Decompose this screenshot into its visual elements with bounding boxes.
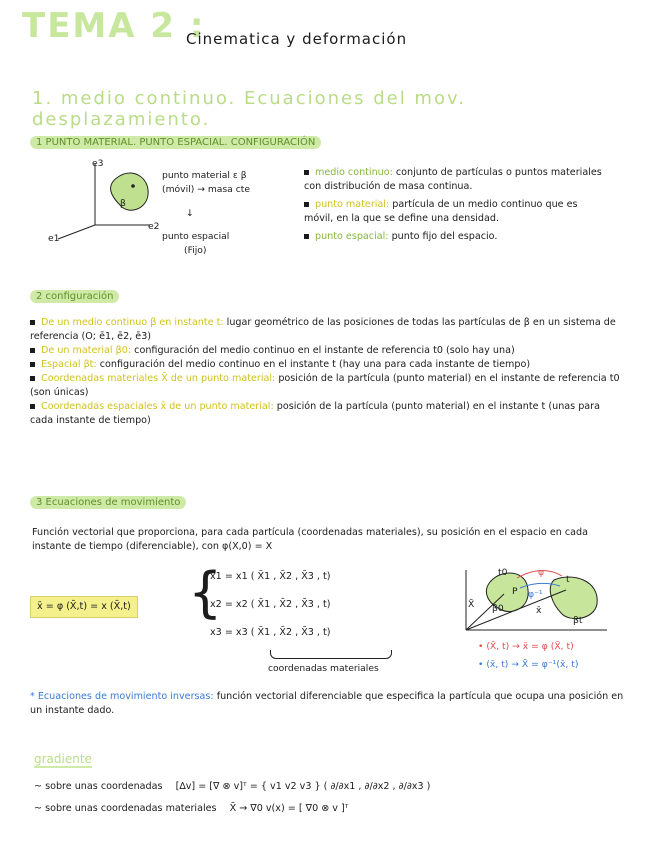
P-label: P — [512, 586, 518, 597]
movil-label: (móvil) → masa cte — [162, 184, 251, 195]
block2-bullet: Coordenadas espaciales x̄ de un punto material: posición de la partícula (punto material) en el instante t (unas para cada instante de tiempo) — [30, 401, 600, 426]
gradient-title: gradiente — [34, 752, 92, 766]
block2-bullet: De un material β0: configuración del medio continuo en el instante de referencia t0 (solo hay una) — [30, 344, 624, 358]
punto-espacial-label: punto espacial — [162, 231, 230, 242]
brace-symbol: { — [188, 561, 223, 624]
region-beta-label: β — [120, 198, 126, 209]
block1-title: 1 PUNTO MATERIAL. PUNTO ESPACIAL. CONFIGURACIÓN — [30, 136, 321, 149]
block2-bullet: Coordenadas materiales X̄ de un punto material: posición de la partícula (punto material) en el instante de referencia t0 (son únicas) — [30, 373, 620, 398]
axis-e3-label: e3 — [92, 158, 104, 169]
down-arrow-icon: ↓ — [186, 208, 194, 219]
beta0-label: β0 — [492, 603, 504, 614]
block1-bullet: punto material: partícula de un medio continuo que es móvil, en la que se define una densidad. — [304, 199, 578, 224]
gradient-line1 — [34, 780, 430, 794]
fijo-label: (Fijo) — [184, 245, 207, 256]
gradient-line1-formula: [∆v] = [∇ ⊗ v]ᵀ = { v1 v2 v3 } ( ∂/∂x1 , ∂/∂x2 , ∂/∂x3 ) — [175, 781, 431, 792]
underbrace — [270, 650, 392, 659]
map-inverse: • (x̄, t) → X̄ = φ⁻¹(x̄, t) — [478, 659, 579, 670]
axis-e1-label: e1 — [48, 233, 60, 244]
gradient-line2 — [34, 802, 348, 816]
phi-label: φ — [538, 567, 545, 578]
block1-bullet: punto espacial: punto fijo del espacio. — [304, 230, 604, 244]
block2-bullet: De un medio continuo β en instante t: lugar geométrico de las posiciones de todas las partículas de β en un sistema de referencia (O; ē1, ē2, ē3) — [30, 317, 616, 342]
betat-label: βt — [573, 615, 583, 626]
xbar-label: x̄ — [536, 605, 542, 616]
block3-intro: Función vectorial que proporciona, para cada partícula (coordenadas materiales), su posición en el espacio en cada instante de tiempo (diferenciable), con φ(X,0) = X — [32, 527, 588, 552]
t-label: t — [566, 574, 570, 585]
coords-materiales-label: coordenadas materiales — [268, 663, 379, 674]
eq-x3: x3 = x3 ( X̄1 , X̄2 , X̄3 , t) — [210, 627, 331, 638]
inverse-term: * Ecuaciones de movimiento inversas: — [30, 691, 214, 702]
gradient-line2-formula: X̄ → ∇0 v(x) = [ ∇0 ⊗ v ]ᵀ — [229, 803, 349, 814]
block3-title: 3 Ecuaciones de movimiento — [30, 496, 186, 509]
inverse-equations — [30, 690, 624, 718]
tema-title: TEMA 2 : — [22, 6, 206, 46]
Xbar-label: X̄ — [468, 599, 475, 610]
t0-label: t0 — [498, 567, 508, 578]
eq-x1: x1 = x1 ( X̄1 , X̄2 , X̄3 , t) — [210, 571, 331, 582]
block2-bullet-list — [30, 316, 624, 428]
phi-inv-label: φ⁻¹ — [528, 589, 543, 600]
block2-title: 2 configuración — [30, 290, 119, 303]
block1-bullet: medio continuo: conjunto de partículas o puntos materiales con distribución de masa continua. — [304, 167, 602, 192]
block1-bullet-list — [304, 166, 604, 244]
gradient-line1-prefix: ~ sobre unas coordenadas — [34, 781, 163, 792]
punto-material-label: punto material ε β — [162, 170, 247, 181]
section1-heading: 1. medio continuo. Ecuaciones del mov. desplazamiento. — [32, 88, 466, 130]
inverse-text: función vectorial diferenciable que especifica la partícula que ocupa una posición en un instante dado. — [30, 691, 624, 716]
axis-e2-label: e2 — [148, 221, 160, 232]
block2-bullet: Espacial βt: configuración del medio continuo en el instante t (hay una para cada instante de tiempo) — [30, 358, 624, 372]
map-forward: • (X̄, t) → x̄ = φ (X̄, t) — [478, 641, 574, 652]
eq-x2: x2 = x2 ( X̄1 , X̄2 , X̄3 , t) — [210, 599, 331, 610]
page-subtitle: Cinematica y deformación — [186, 30, 408, 48]
gradient-line2-prefix: ~ sobre unas coordenadas materiales — [34, 803, 217, 814]
boxed-equation: x̄ = φ (X̄,t) = x (X̄,t) — [30, 596, 138, 618]
